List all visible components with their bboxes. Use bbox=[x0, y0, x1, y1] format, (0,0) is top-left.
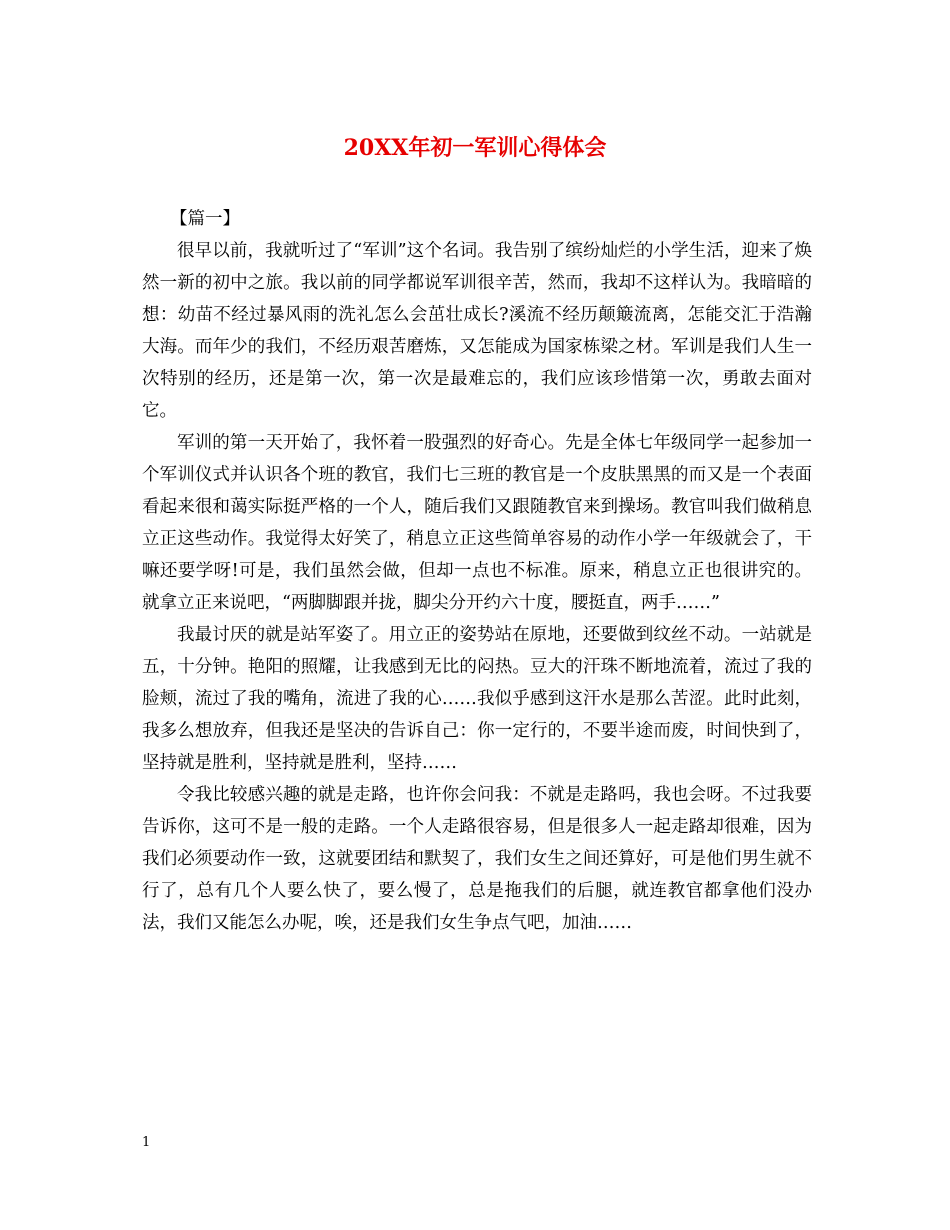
paragraph-4: 令我比较感兴趣的就是走路，也许你会问我：不就是走路吗，我也会呀。不过我要告诉你，这可不是一般的走路。一个人走路很容易，但是很多人一起走路却很难，因为我们必须要动作一致，这就要团结和默契了，我们女生之间还算好，可是他们男生就不行了，总有几个人要么快了，要么慢了，总是拖我们的后腿，就连教官都拿他们没办法，我们又能怎么办呢，唉，还是我们女生争点气吧，加油…… bbox=[142, 785, 812, 933]
document-title: 20XX年初一军训心得体会 bbox=[343, 135, 607, 161]
paragraph-1: 很早以前，我就听过了“军训”这个名词。我告别了缤纷灿烂的小学生活，迎来了焕然一新的初中之旅。我以前的同学都说军训很辛苦，然而，我却不这样认为。我暗暗的想：幼苗不经过暴风雨的洗礼怎么会茁壮成长?溪流不经历颠簸流离，怎能交汇于浩瀚大海。而年少的我们，不经历艰苦磨炼，又怎能成为国家栋梁之材。军训是我们人生一次特别的经历，还是第一次，第一次是最难忘的，我们应该珍惜第一次，勇敢去面对它。 bbox=[142, 241, 812, 421]
page-number: 1 bbox=[142, 1135, 151, 1150]
section-label: 【篇一】 bbox=[170, 209, 240, 229]
paragraph-2: 军训的第一天开始了，我怀着一股强烈的好奇心。先是全体七年级同学一起参加一个军训仪式并认识各个班的教官，我们七三班的教官是一个皮肤黑黑的而又是一个表面看起来很和蔼实际挺严格的一个人，随后我们又跟随教官来到操场。教官叫我们做稍息立正这些动作。我觉得太好笑了，稍息立正这些简单容易的动作小学一年级就会了，干嘛还要学呀!可是，我们虽然会做，但却一点也不标准。原来，稍息立正也很讲究的。就拿立正来说吧，“两脚脚跟并拢，脚尖分开约六十度，腰挺直，两手……” bbox=[142, 433, 812, 613]
document-body bbox=[142, 203, 812, 939]
paragraph-3: 我最讨厌的就是站军姿了。用立正的姿势站在原地，还要做到纹丝不动。一站就是五，十分钟。艳阳的照耀，让我感到无比的闷热。豆大的汗珠不断地流着，流过了我的脸颊，流过了我的嘴角，流进了我的心……我似乎感到这汗水是那么苦涩。此时此刻，我多么想放弃，但我还是坚决的告诉自己：你一定行的，不要半途而废，时间快到了，坚持就是胜利，坚持就是胜利，坚持…… bbox=[142, 625, 812, 773]
